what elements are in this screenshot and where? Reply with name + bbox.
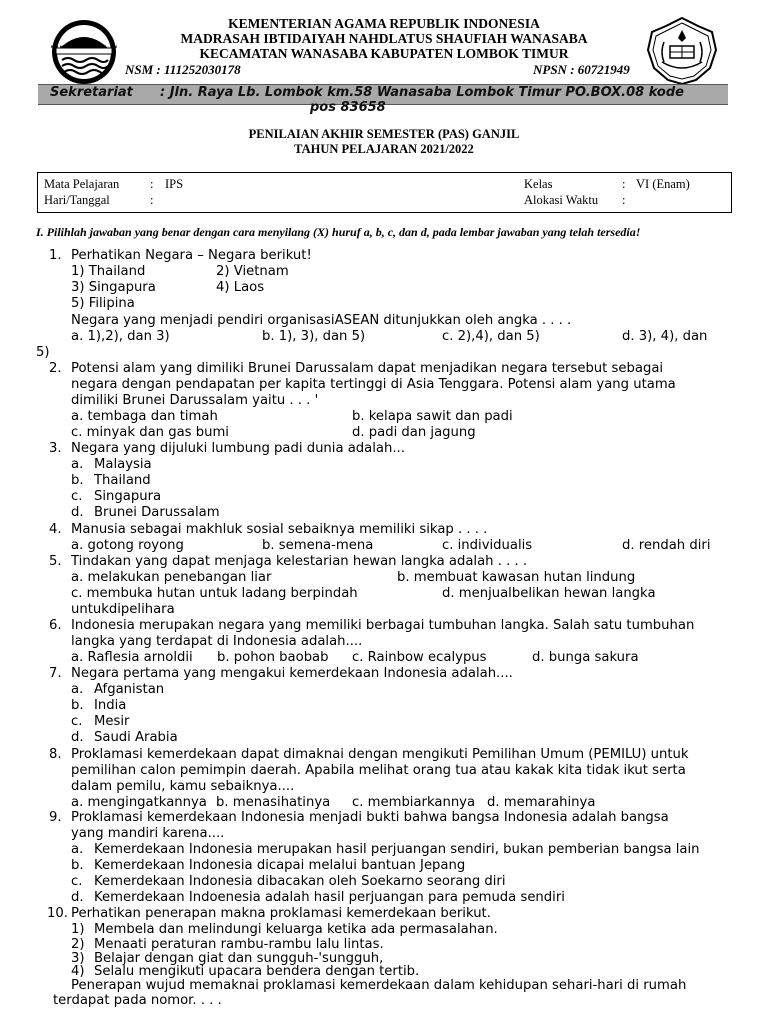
q3-option-c: Singapura <box>94 489 162 504</box>
q5-text: Tindakan yang dapat menjaga kelestarian hewan langka adalah . . . . <box>71 554 528 569</box>
q8-line-2: pemilihan calon pemimpin daerah. Apabila melihat orang tua atau kakak kita tidak ikut serta <box>71 763 686 778</box>
q4-number: 4. <box>49 522 62 537</box>
q9-option-b: Kemerdekaan Indonesia dicapai melalui bantuan Jepang <box>94 858 466 873</box>
q5-option-b: b. membuat kawasan hutan lindung <box>397 570 636 585</box>
q5-option-a: a. melakukan penebangan liar <box>71 570 272 585</box>
q9-label-d: d. <box>71 890 84 905</box>
q5-option-d-cont: untukdipelihara <box>71 602 175 617</box>
q4-text: Manusia sebagai makhluk sosial sebaiknya memiliki sikap . . . . <box>71 522 488 537</box>
q8-line-1: Proklamasi kemerdekaan dapat dimaknai dengan mengikuti Pemilihan Umum (PEMILU) untuk <box>71 747 689 762</box>
q1-text: Perhatikan Negara – Negara berikut! <box>71 248 312 263</box>
q7-label-d: d. <box>71 730 84 745</box>
q10-item-2-number: 2) <box>71 937 85 952</box>
q8-option-a: a. mengingatkannya <box>71 795 207 810</box>
ministry-title: KEMENTERIAN AGAMA REPUBLIK INDONESIA <box>228 16 540 31</box>
q2-option-c: c. minyak dan gas bumi <box>71 425 229 440</box>
exam-title: PENILAIAN AKHIR SEMESTER (PAS) GANJIL <box>248 127 520 141</box>
q8-option-d: d. memarahinya <box>487 795 596 810</box>
q3-label-a: a. <box>71 457 84 472</box>
q3-number: 3. <box>49 441 62 456</box>
q7-option-d: Saudi Arabia <box>94 730 178 745</box>
q6-line-1: Indonesia merupakan negara yang memiliki berbagai tumbuhan langka. Salah satu tumbuhan <box>71 618 695 633</box>
q7-number: 7. <box>49 666 62 681</box>
q1-number: 1. <box>49 248 62 263</box>
exam-info-box <box>37 172 732 213</box>
school-name: MADRASAH IBTIDAIYAH NAHDLATUS SHAUFIAH WANASABA <box>180 31 588 46</box>
subject-label: Mata Pelajaran <box>44 177 120 191</box>
secretariat-value-2: pos 83658 <box>310 100 386 115</box>
q7-text: Negara pertama yang mengakui kemerdekaan Indonesia adalah.... <box>71 666 513 681</box>
q6-line-2: langka yang terdapat di Indonesia adalah.... <box>71 634 363 649</box>
q1-stem: Negara yang menjadi pendiri organisasiASEAN ditunjukkan oleh angka . . . . <box>71 313 572 328</box>
q7-label-a: a. <box>71 682 84 697</box>
q4-option-c: c. individualis <box>442 538 533 553</box>
secretariat-value: : Jln. Raya Lb. Lombok km.58 Wanasaba Lombok Timur PO.BOX.08 kode <box>159 85 684 100</box>
npsn-number: NPSN : 60721949 <box>533 62 630 77</box>
instructions: I. Pilihlah jawaban yang benar dengan cara menyilang (X) huruf a, b, c, dan d, pada lembar jawaban yang telah tersedia! <box>36 225 641 239</box>
q1-option-d: d. 3), 4), dan <box>622 329 708 344</box>
q3-option-d: Brunei Darussalam <box>94 505 220 520</box>
q10-item-1: Membela dan melindungi keluarga ketika ada permasalahan. <box>94 922 498 937</box>
q10-item-3-number: 3) <box>71 951 85 966</box>
q10-item-3: Belajar dengan giat dan sungguh-'sungguh, <box>94 951 384 966</box>
subject-value: IPS <box>165 177 184 191</box>
q1-item-3: 3) Singapura <box>71 280 156 295</box>
q10-item-2: Menaati peraturan rambu-rambu lalu lintas. <box>94 937 384 952</box>
q10-text: Perhatikan penerapan makna proklamasi kemerdekaan berikut. <box>71 906 491 921</box>
q5-number: 5. <box>49 554 62 569</box>
q2-line-2: negara dengan pendapatan per kapita tertinggi di Asia Tenggara. Potensi alam yang utama <box>71 377 676 392</box>
q9-line-2: yang mandiri karena.... <box>71 826 225 841</box>
q1-item-2: 2) Vietnam <box>216 264 289 279</box>
q2-line-3: dimiliki Brunei Darussalam yaitu . . . ' <box>71 393 319 408</box>
time-label: Alokasi Waktu <box>524 193 599 207</box>
q6-option-b: b. pohon baobab <box>217 650 329 665</box>
q4-option-b: b. semena-mena <box>262 538 374 553</box>
q1-item-1: 1) Thailand <box>71 264 146 279</box>
q3-option-b: Thailand <box>94 473 151 488</box>
q10-item-4: Selalu mengikuti upacara bendera dengan tertib. <box>94 964 420 979</box>
q4-option-d: d. rendah diri <box>622 538 711 553</box>
q10-item-1-number: 1) <box>71 922 85 937</box>
q9-label-b: b. <box>71 858 84 873</box>
q3-label-d: d. <box>71 505 84 520</box>
q9-option-d: Kemerdekaan Indoenesia adalah hasil perjuangan para pemuda sendiri <box>94 890 565 905</box>
q8-line-3: dalam pemilu, kamu sebaiknya.... <box>71 779 295 794</box>
q9-label-a: a. <box>71 842 84 857</box>
q8-option-c: c. membiarkannya <box>352 795 476 810</box>
q6-option-c: c. Rainbow ecalypus <box>352 650 487 665</box>
q10-item-4-number: 4) <box>71 964 85 979</box>
q1-option-a: a. 1),2), dan 3) <box>71 329 170 344</box>
date-label: Hari/Tanggal <box>44 193 110 207</box>
q7-label-c: c. <box>71 714 83 729</box>
subject-sep: : <box>150 177 154 191</box>
q2-option-d: d. padi dan jagung <box>352 425 476 440</box>
q1-item-4: 4) Laos <box>216 280 265 295</box>
q3-text: Negara yang dijuluki lumbung padi dunia adalah... <box>71 441 405 456</box>
q10-line-1: Penerapan wujud memaknai proklamasi kemerdekaan dalam kehidupan sehari-hari di rumah <box>71 978 687 993</box>
q1-option-c: c. 2),4), dan 5) <box>442 329 540 344</box>
q9-option-c: Kemerdekaan Indonesia dibacakan oleh Soekarno seorang diri <box>94 874 506 889</box>
q6-option-d: d. bunga sakura <box>532 650 639 665</box>
q10-number: 10. <box>47 906 68 921</box>
q7-option-c: Mesir <box>94 714 130 729</box>
q4-option-a: a. gotong royong <box>71 538 184 553</box>
q2-option-a: a. tembaga dan timah <box>71 409 218 424</box>
secretariat-label: Sekretariat <box>50 85 133 100</box>
q2-number: 2. <box>49 361 62 376</box>
q7-label-b: b. <box>71 698 84 713</box>
q9-label-c: c. <box>71 874 83 889</box>
q6-option-a: a. Raflesia arnoldii <box>71 650 193 665</box>
q5-option-c: c. membuka hutan untuk ladang berpindah <box>71 586 358 601</box>
q10-line-2: terdapat pada nomor. . . . <box>53 993 222 1008</box>
q9-line-1: Proklamasi kemerdekaan Indonesia menjadi bukti bahwa bangsa Indonesia adalah bangsa <box>71 810 669 825</box>
q1-option-d-cont: 5) <box>36 345 50 360</box>
class-value: VI (Enam) <box>636 177 690 191</box>
q2-line-1: Potensi alam yang dimiliki Brunei Darussalam dapat menjadikan negara tersebut sebagai <box>71 361 664 376</box>
exam-year: TAHUN PELAJARAN 2021/2022 <box>294 142 474 156</box>
q7-option-b: India <box>94 698 127 713</box>
q7-option-a: Afganistan <box>94 682 165 697</box>
q5-option-d: d. menjualbelikan hewan langka <box>442 586 656 601</box>
q2-option-b: b. kelapa sawit dan padi <box>352 409 513 424</box>
class-sep: : <box>622 177 626 191</box>
district-name: KECAMATAN WANASABA KABUPATEN LOMBOK TIMUR <box>199 46 569 61</box>
secretariat-address <box>50 85 730 115</box>
q3-option-a: Malaysia <box>94 457 152 472</box>
q9-option-a: Kemerdekaan Indonesia merupakan hasil perjuangan sendiri, bukan pemberian bangsa lain <box>94 842 700 857</box>
q9-number: 9. <box>49 810 62 825</box>
q1-option-b: b. 1), 3), dan 5) <box>262 329 366 344</box>
q6-number: 6. <box>49 618 62 633</box>
time-sep: : <box>622 193 626 207</box>
class-label: Kelas <box>524 177 553 191</box>
q8-option-b: b. menasihatinya <box>216 795 331 810</box>
q3-label-c: c. <box>71 489 83 504</box>
q8-number: 8. <box>49 747 62 762</box>
q3-label-b: b. <box>71 473 84 488</box>
date-sep: : <box>150 193 154 207</box>
madrasah-logo-text: MI · NAHDLATUS SHAUFIAH · NW <box>50 45 118 49</box>
q1-item-5: 5) Filipina <box>71 296 135 311</box>
nsm-number: NSM : 111252030178 <box>125 62 241 77</box>
